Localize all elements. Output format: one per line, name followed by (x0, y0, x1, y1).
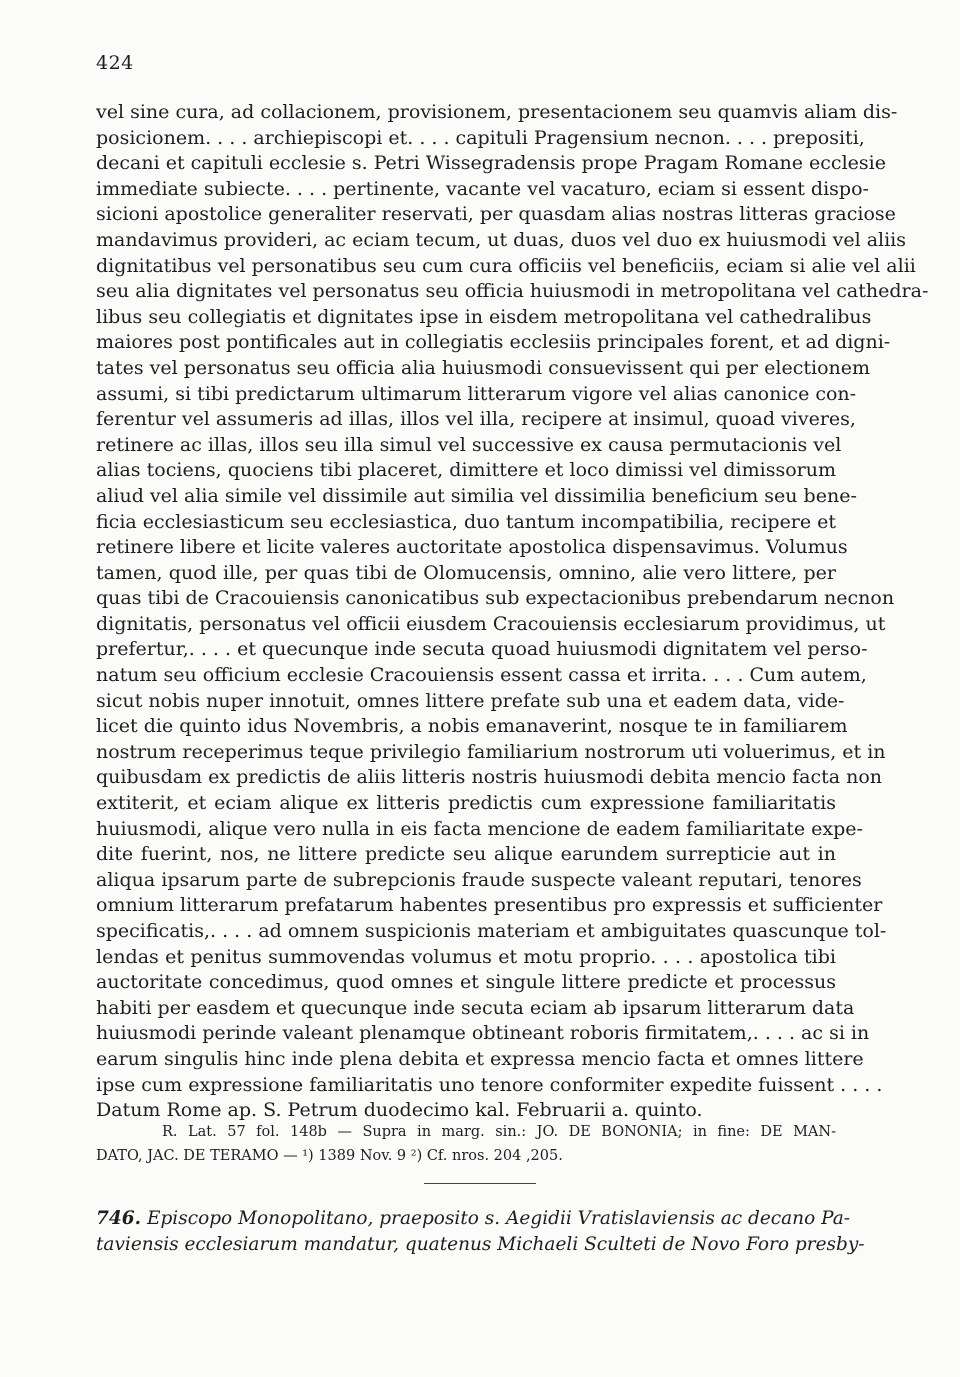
body-text-line: immediate subiecte. . . . pertinente, vacante vel vacaturo, eciam si essent dispo- (96, 177, 869, 200)
body-text-line: retinere libere et licite valeres auctoritate apostolica dispensavimus. Volumus (96, 536, 848, 559)
body-text-line: seu alia dignitates vel personatus seu officia huiusmodi in metropolitana vel cathedra- (96, 280, 929, 303)
body-text-line: posicionem. . . . archiepiscopi et. . . . capituli Pragensium necnon. . . . prepositi, (96, 126, 865, 149)
body-text-line: maiores post pontificales aut in collegiatis ecclesiis principales forent, et ad digni- (96, 331, 891, 354)
body-text-line: ficia ecclesiasticum seu ecclesiastica, duo tantum incompatibilia, recipere et (96, 510, 837, 533)
body-text-line: quibusdam ex predictis de aliis litteris nostris huiusmodi debita mencio facta non (96, 766, 882, 789)
body-text-line: earum singulis hinc inde plena debita et expressa mencio facta et omnes littere (96, 1047, 864, 1070)
body-text-line: dignitatibus vel personatibus seu cum cura officiis vel beneficiis, eciam si alie vel alii (96, 254, 916, 277)
body-text-line: lendas et penitus summovendas volumus et motu proprio. . . . apostolica tibi (96, 945, 836, 968)
body-text-line: mandavimus provideri, ac eciam tecum, ut duas, duos vel duo ex huiusmodi vel aliis (96, 228, 907, 251)
body-text-line: extiterit, et eciam alique ex litteris predictis cum expressione familiaritatis (96, 792, 836, 815)
body-text-line: nostrum receperimus teque privilegio familiarium nostrorum uti voluerimus, et in (96, 740, 886, 763)
document-body (96, 100, 929, 1124)
page-number: 424 (96, 52, 134, 74)
body-text-line: habiti per easdem et quecunque inde secuta eciam ab ipsarum litterarum data (96, 996, 855, 1019)
body-text-line: sicioni apostolice generaliter reservati, per quasdam alias nostras litteras graciose (96, 203, 896, 226)
body-text-line: assumi, si tibi predictarum ultimarum litterarum vigore vel alias canonice con- (96, 382, 857, 405)
body-text-line: aliud vel alia simile vel dissimile aut similia vel dissimilia beneficium seu bene- (96, 484, 857, 507)
body-text-line: dite fuerint, nos, ne littere predicte seu alique earundem surrepticie aut in (96, 843, 836, 866)
body-text-line: huiusmodi perinde valeant plenamque obtineant roboris firmitatem,. . . . ac si in (96, 1022, 870, 1045)
body-text-line: prefertur,. . . . et quecunque inde secuta quoad huiusmodi dignitatem vel perso- (96, 638, 868, 661)
body-text-line: quas tibi de Cracouiensis canonicatibus sub expectacionibus prebendarum necnon (96, 587, 895, 610)
body-text-line: huiusmodi, alique vero nulla in eis facta mencione de eadem familiaritate expe- (96, 817, 863, 840)
source-note-line: R. Lat. 57 fol. 148b — Supra in marg. sin.: JO. DE BONONIA; in fine: DE MAN- (162, 1124, 836, 1140)
body-text-line: ipse cum expressione familiaritatis uno tenore conformiter expedite fuissent . . . . (96, 1073, 883, 1096)
body-text-line: specificatis,. . . . ad omnem suspicionis materiam et ambiguitates quascunque tol- (96, 920, 887, 942)
next-entry-regest (96, 1206, 865, 1258)
body-text-line: retinere ac illas, illos seu illa simul vel successive ex causa permutacionis vel (96, 433, 842, 456)
body-text-line: tamen, quod ille, per quas tibi de Olomucensis, omnino, alie vero littere, per (96, 561, 836, 584)
body-text-line: aliqua ipsarum parte de subrepcionis fraude suspecte valeant reputari, tenores (96, 868, 862, 891)
section-divider (424, 1183, 536, 1184)
body-text-line: alias tociens, quociens tibi placeret, dimittere et loco dimissi vel dimissorum (96, 459, 836, 482)
entry-summary-line: Episcopo Monopolitano, praeposito s. Aegidii Vratislaviensis ac decano Pa- (146, 1208, 851, 1229)
body-text-line: omnium litterarum prefatarum habentes presentibus pro expressis et sufficienter (96, 894, 883, 917)
body-text-line: sicut nobis nuper innotuit, omnes littere prefate sub una et eadem data, vide- (96, 689, 845, 712)
entry-number: 746. (96, 1208, 142, 1229)
body-text-line: libus seu collegiatis et dignitates ipse in eisdem metropolitana vel cathedralibus (96, 305, 872, 328)
body-text-line: decani et capituli ecclesie s. Petri Wissegradensis prope Pragam Romane ecclesie (96, 152, 886, 175)
body-text-line: Datum Rome ap. S. Petrum duodecimo kal. Februarii a. quinto. (96, 1099, 703, 1122)
body-text-line: vel sine cura, ad collacionem, provisionem, presentacionem seu quamvis aliam dis- (96, 101, 898, 123)
source-note-line: DATO, JAC. DE TERAMO — ¹) 1389 Nov. 9 ²) Cf. nros. 204 ,205. (96, 1148, 563, 1164)
footnote-block (96, 1120, 836, 1168)
body-text-line: licet die quinto idus Novembris, a nobis emanaverint, nosque te in familiarem (96, 715, 848, 738)
body-text-line: ferentur vel assumeris ad illas, illos vel illa, recipere at insimul, quoad viveres, (96, 408, 856, 431)
body-text-line: tates vel personatus seu officia alia huiusmodi consuevissent qui per electionem (96, 356, 871, 379)
entry-summary-line: taviensis ecclesiarum mandatur, quatenus Michaeli Sculteti de Novo Foro presby- (96, 1234, 865, 1255)
body-text-line: dignitatis, personatus vel officii eiusdem Cracouiensis ecclesiarum providimus, ut (96, 612, 886, 635)
body-text-line: auctoritate concedimus, quod omnes et singule littere predicte et processus (96, 971, 836, 994)
body-text-line: natum seu officium ecclesie Cracouiensis essent cassa et irrita. . . . Cum autem, (96, 664, 867, 687)
